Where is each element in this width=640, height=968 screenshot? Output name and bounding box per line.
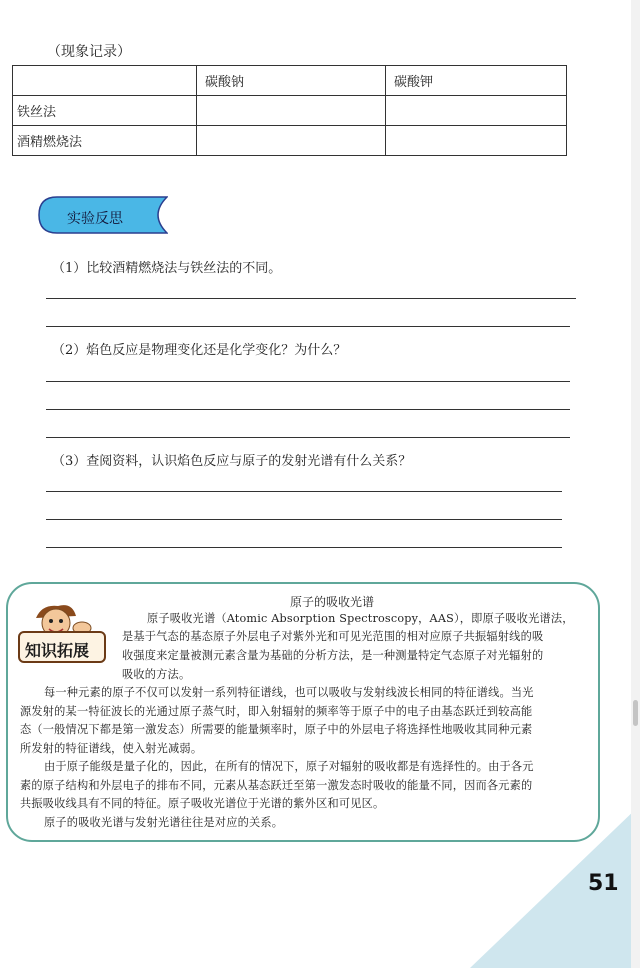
paragraph-line: 收强度来定量被测元素含量为基础的分析方法，是一种测量特定气态原子对光辐射的 <box>122 649 544 662</box>
table-row <box>13 126 567 156</box>
row-label: 酒精燃烧法 <box>13 126 197 156</box>
table-cell-empty[interactable] <box>386 96 567 126</box>
scrollbar-thumb[interactable] <box>633 700 638 726</box>
paragraph-line: 素的原子结构和外层电子的排布不同，元素从基态跃迁至第一激发态时吸收的能量不同，因而各元素的 <box>20 779 533 792</box>
section-title: 实验反思 <box>67 211 123 227</box>
paragraph-line: 每一种元素的原子不仅可以发射一系列特征谱线，也可以吸收与发射线波长相同的特征谱线。当光 <box>44 686 534 699</box>
table-row <box>13 96 567 126</box>
knowledge-title: 原子的吸收光谱 <box>290 595 375 609</box>
question-2: （2）焰色反应是物理变化还是化学变化？为什么？ <box>52 343 347 358</box>
table-header-cell: 碳酸钠 <box>197 66 386 96</box>
answer-line[interactable] <box>46 298 576 299</box>
record-table <box>12 65 567 156</box>
badge-label: 知识拓展 <box>25 641 90 660</box>
answer-line[interactable] <box>46 491 562 492</box>
answer-line[interactable] <box>46 326 570 327</box>
scrollbar-track[interactable] <box>631 0 640 968</box>
answer-line[interactable] <box>46 547 562 548</box>
paragraph-line: 吸收的方法。 <box>122 668 191 681</box>
paragraph-line: 原子吸收光谱（Atomic Absorption Spectroscopy，AAS），即原子吸收光谱法， <box>147 612 574 625</box>
answer-line[interactable] <box>46 381 570 382</box>
row-label: 铁丝法 <box>13 96 197 126</box>
paragraph-line: 共振吸收线具有不同的特征。原子吸收光谱位于光谱的紫外区和可见区。 <box>20 797 385 810</box>
answer-line[interactable] <box>46 437 570 438</box>
paragraph-line: 源发射的某一特征波长的光通过原子蒸气时，即入射辐射的频率等于原子中的电子由基态跃迁到较高能 <box>20 705 533 718</box>
table-header-cell: 碳酸钾 <box>386 66 567 96</box>
answer-line[interactable] <box>46 409 570 410</box>
question-3: （3）查阅资料，认识焰色反应与原子的发射光谱有什么关系？ <box>52 454 412 469</box>
page-number: 51 <box>588 871 619 896</box>
paragraph-line: 是基于气态的基态原子外层电子对紫外光和可见光范围的相对应原子共振辐射线的吸 <box>122 630 544 643</box>
paragraph-line: 态（一般情况下都是第一激发态）所需要的能量频率时，原子中的外层电子将选择性地吸收其同种元素 <box>20 723 533 736</box>
answer-line[interactable] <box>46 519 562 520</box>
paragraph-line: 由于原子能级是量子化的，因此，在所有的情况下，原子对辐射的吸收都是有选择性的。由于各元 <box>44 760 534 773</box>
table-header-cell <box>13 66 197 96</box>
table-cell-empty[interactable] <box>197 126 386 156</box>
paragraph-line: 所发射的特征谱线，使入射光减弱。 <box>20 742 203 755</box>
table-cell-empty[interactable] <box>197 96 386 126</box>
table-cell-empty[interactable] <box>386 126 567 156</box>
table-header-row <box>13 66 567 96</box>
paragraph-line: 原子的吸收光谱与发射光谱往往是对应的关系。 <box>44 816 284 829</box>
question-1: （1）比较酒精燃烧法与铁丝法的不同。 <box>52 261 282 276</box>
record-caption: （现象记录） <box>47 44 131 60</box>
